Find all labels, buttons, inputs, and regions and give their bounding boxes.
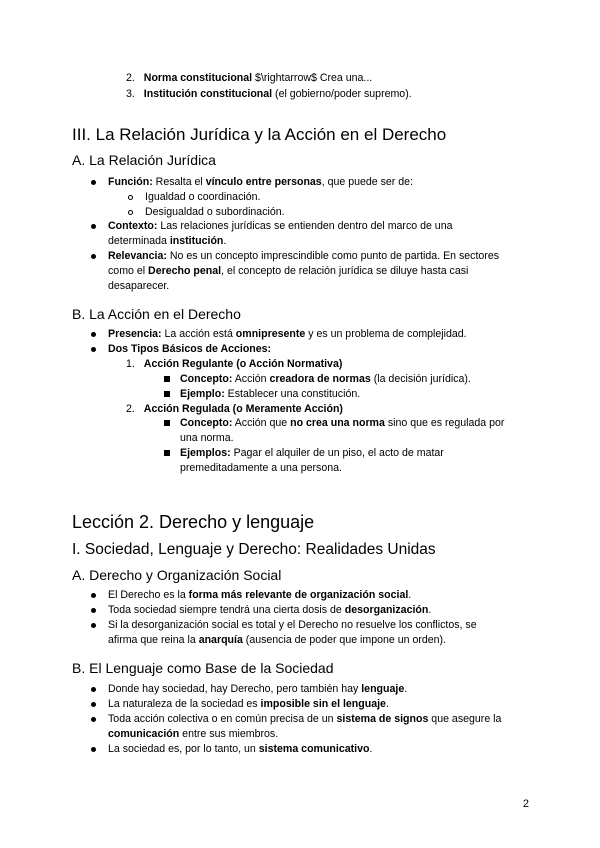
text: . bbox=[369, 743, 373, 755]
text: (la decisión jurídica). bbox=[370, 373, 471, 385]
list-item-continuation bbox=[180, 461, 342, 476]
square-bullet-icon bbox=[164, 376, 170, 382]
bullet-icon bbox=[91, 347, 96, 352]
label: Ejemplos: bbox=[180, 447, 231, 459]
list-item-continuation bbox=[108, 633, 446, 648]
list-item-text: $\rightarrow$ Crea una... bbox=[252, 72, 373, 84]
bullet-icon bbox=[91, 608, 96, 613]
list-item bbox=[88, 219, 452, 234]
bold-text: institución bbox=[169, 235, 224, 247]
lesson-title: Lección 2. Derecho y lenguaje bbox=[72, 512, 315, 532]
list-item-bold: Institución constitucional bbox=[143, 88, 273, 100]
text: y es un problema de complejidad. bbox=[305, 328, 467, 340]
bold-text: vínculo entre personas bbox=[205, 176, 322, 188]
list-item bbox=[88, 618, 477, 633]
list-number: 1. bbox=[126, 358, 135, 370]
text: una norma. bbox=[180, 432, 234, 444]
label: Concepto: bbox=[180, 417, 233, 429]
bullet-icon bbox=[91, 623, 96, 628]
square-bullet-icon bbox=[164, 420, 170, 426]
label: Contexto: bbox=[108, 220, 158, 232]
text: La acción está bbox=[161, 328, 236, 340]
list-item bbox=[88, 588, 411, 603]
section-heading: I. Sociedad, Lenguaje y Derecho: Realidades Unidas bbox=[72, 541, 436, 558]
text: Pagar el alquiler de un piso, el acto de matar bbox=[230, 447, 444, 459]
list-item bbox=[128, 190, 260, 205]
list-item bbox=[88, 742, 372, 757]
page-number: 2 bbox=[522, 798, 529, 810]
list-item-text: (el gobierno/poder supremo). bbox=[272, 88, 412, 100]
list-item bbox=[88, 175, 413, 190]
label: Relevancia: bbox=[108, 250, 167, 262]
bold-text: comunicación bbox=[108, 728, 180, 740]
list-item-continuation bbox=[180, 431, 234, 446]
bullet-icon bbox=[91, 687, 96, 692]
bold-text: sistema comunicativo bbox=[258, 743, 370, 755]
bold-text: no crea una norma bbox=[290, 417, 385, 429]
text: sino que es regulada por bbox=[384, 417, 505, 429]
list-number: 2. bbox=[126, 72, 135, 84]
label: Presencia: bbox=[108, 328, 162, 340]
text: Resalta el bbox=[152, 176, 206, 188]
subsection-heading: B. El Lenguaje como Base de la Sociedad bbox=[72, 660, 334, 676]
subsection-heading: A. La Relación Jurídica bbox=[72, 152, 216, 168]
list-item bbox=[88, 682, 407, 697]
text: La naturaleza de la sociedad es bbox=[108, 698, 261, 710]
subsection-heading: A. Derecho y Organización Social bbox=[72, 567, 282, 583]
list-item bbox=[126, 87, 412, 102]
bullet-icon bbox=[91, 747, 96, 752]
list-item bbox=[164, 416, 504, 431]
text: Toda sociedad siempre tendrá una cierta dosis de bbox=[108, 604, 345, 616]
hollow-bullet-icon bbox=[128, 210, 133, 215]
bullet-icon bbox=[91, 332, 96, 337]
text: . bbox=[223, 235, 227, 247]
list-item-continuation bbox=[108, 727, 278, 742]
list-item bbox=[88, 712, 501, 727]
bold-text: forma más relevante de organización social bbox=[188, 589, 409, 601]
text: (ausencia de poder que impone un orden). bbox=[242, 634, 447, 646]
bullet-icon bbox=[91, 717, 96, 722]
list-item-bold: Norma constitucional bbox=[143, 72, 253, 84]
list-number: 3. bbox=[126, 88, 135, 100]
list-item bbox=[128, 205, 285, 220]
bold-text: Acción Regulada (o Meramente Acción) bbox=[143, 403, 343, 415]
list-item bbox=[126, 402, 343, 417]
text: Acción que bbox=[232, 417, 291, 429]
text: . bbox=[408, 589, 412, 601]
list-item bbox=[88, 327, 467, 342]
list-item bbox=[164, 446, 444, 461]
subsection-heading: B. La Acción en el Derecho bbox=[72, 306, 241, 322]
text: . bbox=[404, 683, 408, 695]
bold-text: Derecho penal bbox=[148, 265, 222, 277]
bold-text: Acción Regulante (o Acción Normativa) bbox=[143, 358, 343, 370]
bold-text: omnipresente bbox=[235, 328, 306, 340]
bold-text: anarquía bbox=[198, 634, 243, 646]
bullet-icon bbox=[91, 593, 96, 598]
bold-text: Dos Tipos Básicos de Acciones: bbox=[108, 343, 272, 355]
text: , que puede ser de: bbox=[321, 176, 413, 188]
bullet-icon bbox=[91, 180, 96, 185]
text: entre sus miembros. bbox=[179, 728, 279, 740]
text: . bbox=[385, 698, 389, 710]
square-bullet-icon bbox=[164, 391, 170, 397]
text: determinada bbox=[108, 235, 170, 247]
text: No es un concepto imprescindible como punto de partida. En sectores bbox=[166, 250, 500, 262]
list-item bbox=[126, 71, 372, 86]
label: Ejemplo: bbox=[180, 388, 225, 400]
text: Las relaciones jurídicas se entienden dentro del marco de una bbox=[157, 220, 453, 232]
text: afirma que reina la bbox=[108, 634, 199, 646]
list-item bbox=[126, 357, 342, 372]
text: El Derecho es la bbox=[108, 589, 189, 601]
list-item bbox=[88, 342, 271, 357]
bold-text: imposible sin el lenguaje bbox=[260, 698, 386, 710]
text: Si la desorganización social es total y el Derecho no resuelve los conflictos, se bbox=[108, 619, 477, 631]
text: . bbox=[428, 604, 432, 616]
bold-text: creadora de normas bbox=[269, 373, 371, 385]
text: Toda acción colectiva o en común precisa de un bbox=[108, 713, 337, 725]
text: Establecer una constitución. bbox=[224, 388, 361, 400]
bold-text: sistema de signos bbox=[336, 713, 429, 725]
text: que asegure la bbox=[428, 713, 502, 725]
list-item-continuation bbox=[108, 264, 468, 279]
list-item bbox=[164, 372, 471, 387]
label: Concepto: bbox=[180, 373, 233, 385]
text: Acción bbox=[232, 373, 270, 385]
bullet-icon bbox=[91, 702, 96, 707]
section-heading: III. La Relación Jurídica y la Acción en el Derecho bbox=[72, 125, 447, 144]
text: desaparecer. bbox=[108, 280, 170, 292]
bullet-icon bbox=[91, 254, 96, 259]
list-item bbox=[164, 387, 360, 402]
text: , el concepto de relación jurídica se diluye hasta casi bbox=[221, 265, 469, 277]
bold-text: desorganización bbox=[344, 604, 429, 616]
list-item bbox=[88, 603, 431, 618]
square-bullet-icon bbox=[164, 450, 170, 456]
list-item-continuation bbox=[108, 234, 226, 249]
text: Donde hay sociedad, hay Derecho, pero también hay bbox=[108, 683, 362, 695]
list-item bbox=[88, 249, 499, 264]
text: premeditadamente a una persona. bbox=[180, 462, 342, 474]
text: La sociedad es, por lo tanto, un bbox=[108, 743, 259, 755]
label: Función: bbox=[108, 176, 153, 188]
text: Desigualdad o subordinación. bbox=[145, 206, 285, 218]
list-item-continuation bbox=[108, 279, 169, 294]
list-item bbox=[88, 697, 389, 712]
text: como el bbox=[108, 265, 149, 277]
hollow-bullet-icon bbox=[128, 195, 133, 200]
list-number: 2. bbox=[126, 403, 135, 415]
bullet-icon bbox=[91, 224, 96, 229]
bold-text: lenguaje bbox=[361, 683, 405, 695]
text: Igualdad o coordinación. bbox=[145, 191, 261, 203]
